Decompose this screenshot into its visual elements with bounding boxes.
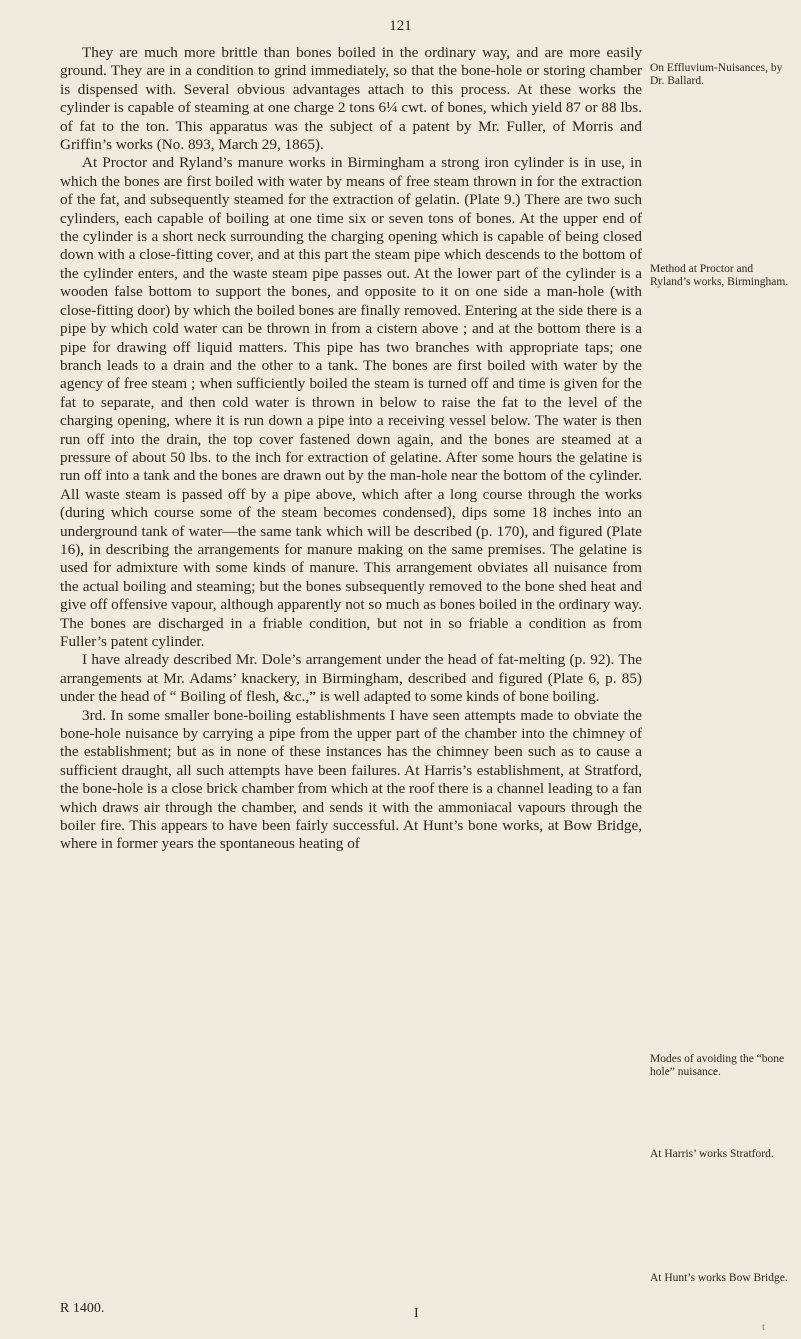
signature-letter: I [414, 1306, 419, 1321]
body-text [60, 44, 642, 854]
paragraph-4: 3rd. In some smaller bone-boiling establishments I have seen attempts made to obviate the bone-hole nuisance by carrying a pipe from the upper part of the chamber into the chimney of the establishment; but as in none of these instances has the chimney been such as to cause a sufficient draught, all such attempts have been failures. At Harris’s establishment, at Stratford, the bone-hole is a close brick chamber from which at the roof there is a channel leading to a fan which draws air through the chamber, and sends it with the ammoniacal vapours through the boiler fire. This appears to have been fairly successful. At Hunt’s bone works, at Bow Bridge, where in former years the spontaneous heating of [60, 706, 642, 853]
page-number: 121 [389, 18, 412, 34]
margin-note-bone-hole: Modes of avoiding the “bone hole” nuisance. [650, 1053, 785, 1078]
corner-mark: t [762, 1322, 765, 1333]
margin-note-effluvium: On Effluvium-Nuisances, by Dr. Ballard. [650, 62, 783, 87]
paragraph-1: They are much more brittle than bones boiled in the ordinary way, and are more easily ground. They are in a condition to grind immediately, so that the bone-hole or storing chamber is dispensed with. Several obvious advantages attach to this process. At these works the cylinder is capable of steaming at one charge 2 tons 6¼ cwt. of bones, which yield 87 or 88 lbs. of fat to the ton. This apparatus was the subject of a patent by Mr. Fuller, of Morris and Griffin’s works (No. 893, March 29, 1865). [60, 44, 642, 154]
margin-note-hunt: At Hunt’s works Bow Bridge. [650, 1272, 788, 1284]
printer-signature: R 1400. [60, 1301, 105, 1316]
paragraph-2: At Proctor and Ryland’s manure works in Birmingham a strong iron cylinder is in use, in which the bones are first boiled with water by means of free steam thrown in for the extraction of the fat, and subsequently steamed for the extraction of gelatin. (Plate 9.) There are two such cylinders, each capable of boiling at one time six or seven tons of bones. At the upper end of the cylinder is a short neck surrounding the charging opening which is capable of being closed down with a close-fitting cover, and at this part the steam pipe which descends to the bottom of the cylinder enters, and the waste steam pipe passes out. At the lower part of the cylinder is a wooden false bottom to support the bones, and opposite to it on one side a man-hole (with close-fitting door) by which the boiled bones are finally removed. Entering at the side there is a pipe by which cold water can be thrown in from a cistern above ; and at the bottom there is a pipe for drawing off liquid matters. This pipe has two branches with appropriate taps; one branch leads to a drain and the other to a tank. The bones are first boiled with water by the agency of free steam ; when sufficiently boiled the steam is turned off and time is given for the fat to separate, and then cold water is thrown in below to raise the fat to the level of the charging opening, where it is run down a pipe into a receiving vessel below. The water is then run off into the drain, the top cover fastened down again, and the bones are steamed at a pressure of about 50 lbs. to the inch for extraction of gelatine. After some hours the gelatine is run off into a tank and the bones are drawn out by the man-hole near the bottom of the cylinder. All waste steam is passed off by a pipe above, which after a long course through the works (during which course some of the steam becomes condensed), dips some 18 inches into an underground tank of water—the same tank which will be described (p. 170), and figured (Plate 16), in describing the arrangements for manure making on the same premises. The gelatine is used for admixture with some kinds of manure. This arrangement obviates all nuisance from the actual boiling and steaming; but the bones subsequently removed to the bone shed heat and give off offensive vapour, although apparently not so much as bones boiled in the ordinary way. The bones are discharged in a friable condition, but not in so friable a condition as from Fuller’s patent cylinder. [60, 154, 643, 650]
paragraph-3: I have already described Mr. Dole’s arrangement under the head of fat-melting (p. 92). The arrangements at Mr. Adams’ knackery, in Birmingham, described and figured (Plate 6, p. 85) under the head of “ Boiling of flesh, &c.,” is well adapted to some kinds of bone boiling. [60, 651, 642, 706]
margin-note-harris: At Harris’ works Stratford. [650, 1148, 774, 1160]
margin-note-proctor: Method at Proctor and Ryland’s works, Birmingham. [650, 263, 789, 288]
